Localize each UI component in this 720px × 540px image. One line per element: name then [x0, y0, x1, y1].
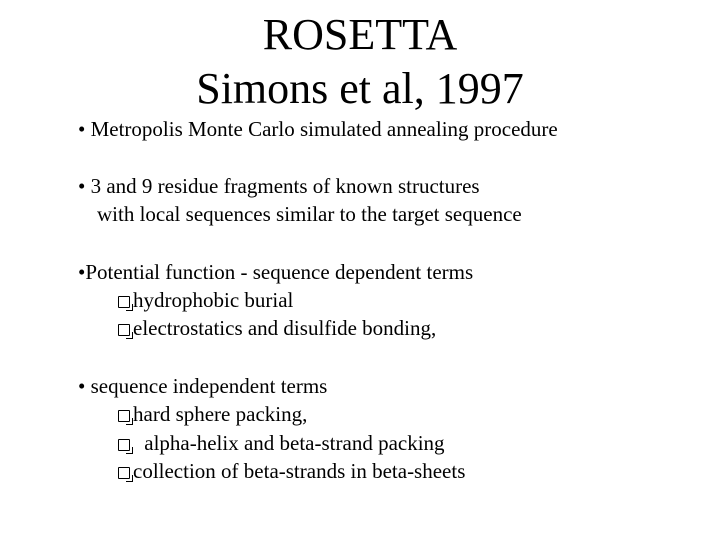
subitem-label: hydrophobic burial: [133, 288, 294, 312]
checkbox-icon: [118, 324, 130, 336]
subitem-beta-sheets: [118, 457, 465, 485]
subitem-label: collection of beta-strands in beta-sheets: [133, 459, 466, 483]
checkbox-icon: [118, 439, 130, 451]
bullet-potential-function: •Potential function - sequence dependent terms: [78, 260, 474, 284]
slide-subtitle: Simons et al, 1997: [196, 64, 524, 113]
bullet-fragments: • 3 and 9 residue fragments of known structures: [78, 174, 480, 198]
subitem-hydrophobic-burial: [118, 286, 293, 314]
checkbox-icon: [118, 410, 130, 422]
checkbox-icon: [118, 467, 130, 479]
checkbox-icon: [118, 296, 130, 308]
subitem-hard-sphere: [118, 400, 307, 428]
bullet-sequence-independent: • sequence independent terms: [78, 374, 328, 398]
subitem-label: electrostatics and disulfide bonding,: [133, 316, 437, 340]
bullet-fragments-continuation: with local sequences similar to the target sequence: [97, 202, 522, 226]
subitem-electrostatics: [118, 314, 436, 342]
slide-title: ROSETTA: [262, 10, 458, 59]
subitem-label: alpha-helix and beta-strand packing: [139, 431, 445, 455]
bullet-metropolis: • Metropolis Monte Carlo simulated annealing procedure: [78, 117, 558, 141]
subitem-label: hard sphere packing,: [133, 402, 308, 426]
subitem-helix-strand-packing: [118, 429, 445, 457]
